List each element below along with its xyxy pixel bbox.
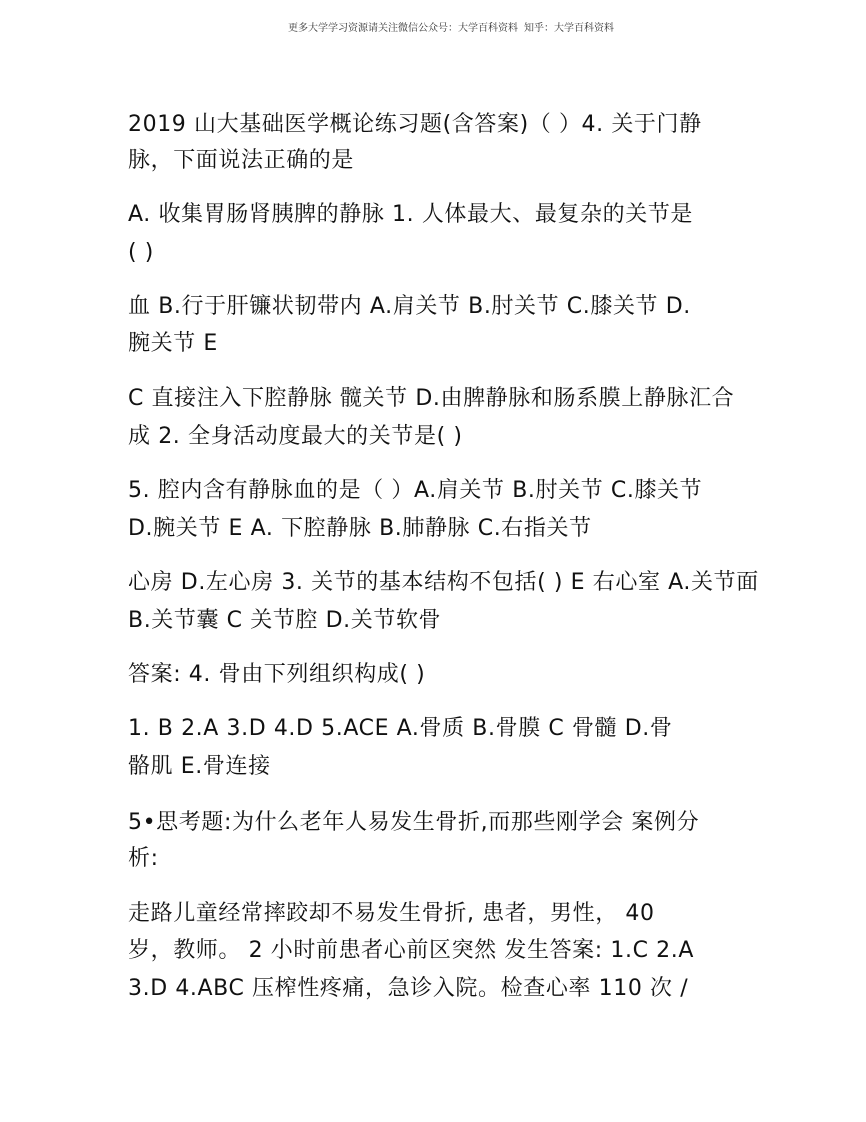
text-line: 走路儿童经常摔跤却不易发生骨折, 患者，男性， 40 <box>128 901 655 926</box>
text-line: 1. B 2.A 3.D 4.D 5.ACE A.骨质 B.骨膜 C 骨髓 D.骨 <box>128 716 673 741</box>
text-line: 骼肌 E.骨连接 <box>128 754 271 779</box>
text-line: 脉，下面说法正确的是 <box>128 148 355 173</box>
text-line: 血 B.行于肝镰状韧带内 A.肩关节 B.肘关节 C.膝关节 D. <box>128 294 691 319</box>
text-line: A. 收集胃肠肾胰脾的静脉 1. 人体最大、最复杂的关节是 <box>128 202 694 227</box>
text-line: D.腕关节 E A. 下腔静脉 B.肺静脉 C.右指关节 <box>128 516 592 541</box>
header-zhihu-note: 知乎：大学百科资料 <box>524 23 614 34</box>
text-line: ( ) <box>128 240 154 265</box>
text-line: 心房 D.左心房 3. 关节的基本结构不包括( ) E 右心室 A.关节面 <box>128 570 759 595</box>
text-line: 3.D 4.ABC 压榨性疼痛，急诊入院。检查心率 110 次 / <box>128 976 689 1001</box>
text-line: 2019 山大基础医学概论练习题(含答案)（ ）4. 关于门静 <box>128 112 702 137</box>
text-line: 成 2. 全身活动度最大的关节是( ) <box>128 424 463 449</box>
text-line: 答案: 4. 骨由下列组织构成( ) <box>128 662 426 687</box>
text-line: 岁，教师。 2 小时前患者心前区突然 发生答案: 1.C 2.A <box>128 938 694 963</box>
text-line: 析: <box>128 846 159 871</box>
text-line: 5. 腔内含有静脉血的是（ ）A.肩关节 B.肘关节 C.膝关节 <box>128 478 703 503</box>
text-line: B.关节囊 C 关节腔 D.关节软骨 <box>128 608 442 633</box>
text-line: 腕关节 E <box>128 331 218 356</box>
header-wechat-note: 更多大学学习资源请关注微信公众号：大学百科资料 <box>288 23 518 34</box>
text-line: 5•思考题:为什么老年人易发生骨折,而那些刚学会 案例分 <box>128 810 700 835</box>
text-line: C 直接注入下腔静脉 髋关节 D.由脾静脉和肠系膜上静脉汇合 <box>128 386 735 411</box>
